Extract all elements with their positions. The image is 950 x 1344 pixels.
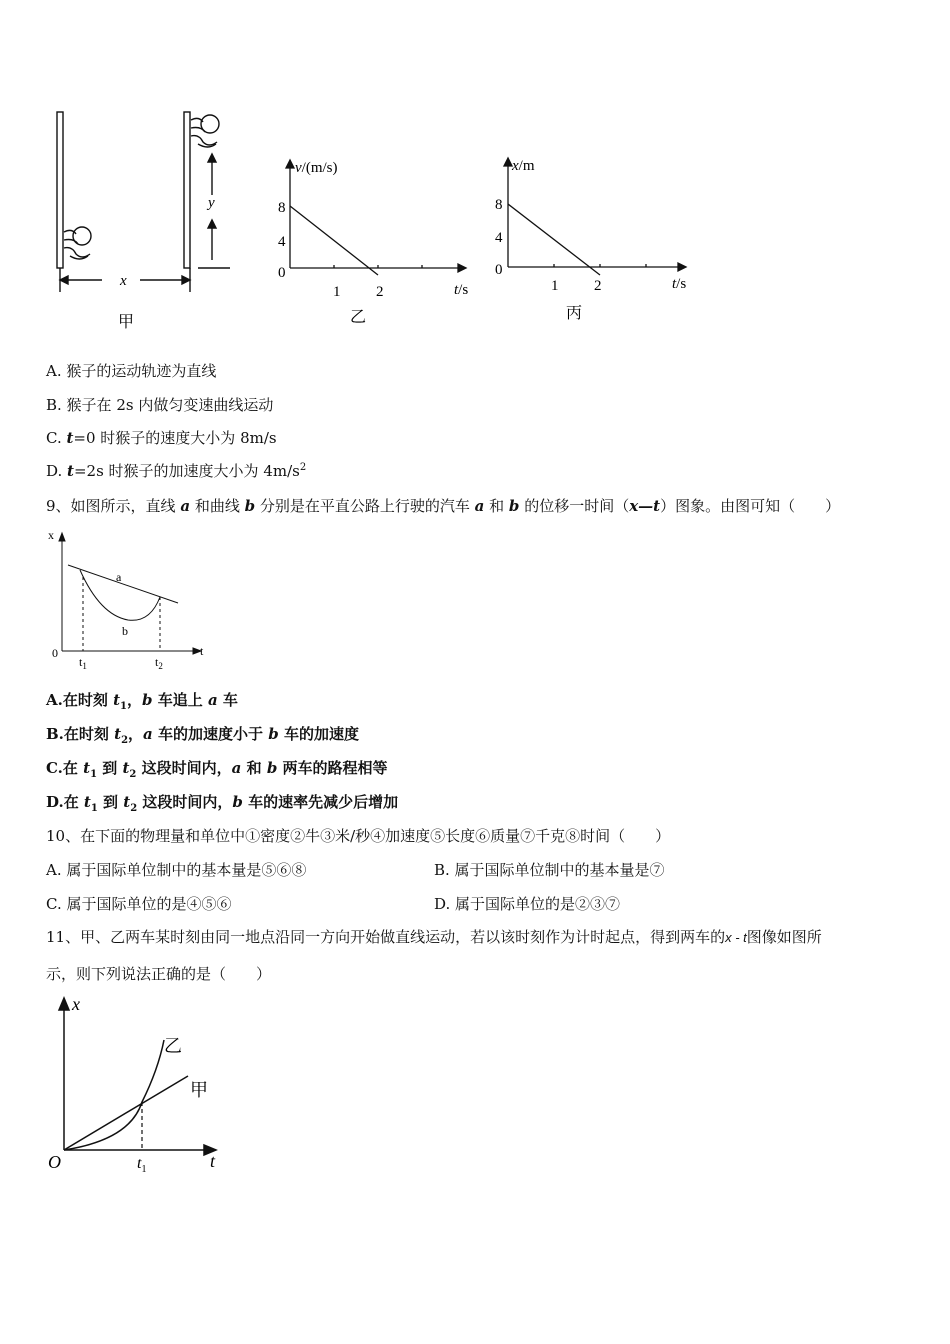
q9-b-4: a — [143, 725, 153, 743]
q9-c-0: C.在 — [46, 759, 84, 777]
q9-c-4: t — [122, 759, 130, 777]
fig-y-label: y — [208, 195, 215, 211]
q8-c-prefix: C. — [46, 429, 67, 447]
q9-c-7: a — [231, 759, 242, 777]
q9-origin: 0 — [52, 646, 58, 660]
q11-stem-2: 图像如图所 — [746, 928, 822, 946]
q9-d-4: t — [123, 793, 131, 811]
q9-option-d — [46, 791, 398, 814]
q8-c-text: =0 时猴子的速度大小为 8m/s — [73, 429, 277, 447]
q9-d-2: 1 — [90, 803, 98, 814]
bing-tick-1: 1 — [551, 278, 559, 294]
q9-a-6: a — [207, 691, 218, 709]
v-axis-label: v/(m/s) — [295, 160, 338, 176]
q11-t-label: t — [210, 1151, 216, 1171]
yi-tick-4: 4 — [278, 234, 286, 250]
q9-stem-b2: b — [508, 497, 520, 515]
q8-option-a: A. 猴子的运动轨迹为直线 — [46, 362, 217, 380]
q9-c-10: 两车的路程相等 — [277, 759, 388, 777]
q9-c-5: 2 — [129, 769, 137, 780]
jia-line — [64, 1076, 188, 1150]
q8-c-t: t — [66, 429, 74, 447]
q9-x-label: x — [48, 528, 54, 542]
q9-stem-1: 9、如图所示，直线 — [46, 497, 181, 515]
q9-b-label: b — [122, 624, 128, 638]
q9-t-label: t — [200, 644, 204, 658]
q9-b-7: 车的加速度 — [278, 725, 359, 743]
q9-a-2: 1 — [120, 701, 127, 712]
q10-stem: 10、在下面的物理量和单位中①密度②牛③米/秒④加速度⑤长度⑥质量⑦千克⑧时间（ ） — [46, 827, 671, 845]
fig-yi-caption: 乙 — [350, 309, 367, 326]
q9-d-3: 到 — [97, 793, 124, 811]
q8-figure — [40, 100, 720, 340]
q9-stem-4: 和 — [484, 497, 509, 515]
q11-yi-label: 乙 — [164, 1036, 182, 1056]
bing-tick-2: 2 — [594, 278, 602, 294]
q9-stem-b: b — [244, 497, 256, 515]
yi-tick-2: 2 — [376, 284, 384, 300]
fig-bing-caption: 丙 — [566, 305, 583, 322]
q9-a-0: A.在时刻 — [46, 691, 114, 709]
q9-d-1: t — [83, 793, 91, 811]
q8-d-sup: 2 — [299, 462, 307, 473]
q9-option-b — [46, 723, 359, 746]
fig-jia — [57, 112, 230, 292]
q9-stem — [46, 495, 840, 516]
q11-x-label: x — [72, 994, 80, 1014]
bing-tick-8: 8 — [495, 197, 503, 213]
q9-b-6: b — [268, 725, 279, 743]
q11-stem-xt: x - t — [725, 930, 747, 945]
q9-c-8: 和 — [241, 759, 267, 777]
q9-a-5: 车追上 — [152, 691, 208, 709]
q9-d-7: b — [232, 793, 243, 811]
q8-d-prefix: D. — [46, 462, 68, 480]
q9-figure — [40, 525, 220, 675]
q9-a-1: t — [113, 691, 121, 709]
bing-t-axis-label: t/s — [672, 276, 687, 292]
q11-stem-1: 11、甲、乙两车某时刻由同一地点沿同一方向开始做直线运动，若以该时刻作为计时起点，得到两车的 — [46, 928, 726, 946]
q9-stem-2: 和曲线 — [190, 497, 245, 515]
q9-a-7: 车 — [217, 691, 238, 709]
q9-t1-label: $t_1$ — [79, 655, 87, 671]
q9-a-3: ， — [127, 691, 143, 709]
q8-option-b: B. 猴子在 2s 内做匀变速曲线运动 — [46, 396, 274, 414]
q9-option-a — [46, 689, 238, 712]
q9-stem-a2: a — [474, 497, 485, 515]
q10-option-b: B. 属于国际单位制中的基本量是⑦ — [434, 861, 665, 879]
q9-c-9: b — [266, 759, 278, 777]
q8-d-text: =2s 时猴子的加速度大小为 4m/s — [73, 462, 300, 480]
yi-tick-1: 1 — [333, 284, 341, 300]
q9-c-2: 1 — [90, 769, 98, 780]
q9-t2-label: $t_2$ — [155, 655, 163, 671]
fig-x-label: x — [120, 273, 127, 289]
q9-d-8: 车的速率先减少后增加 — [242, 793, 399, 811]
q8-option-c — [46, 427, 277, 448]
q9-d-0: D.在 — [46, 793, 84, 811]
monkey-end-icon — [191, 115, 219, 147]
q10-option-c: C. 属于国际单位的是④⑤⑥ — [46, 895, 232, 913]
q9-b-2: 2 — [121, 735, 129, 746]
q9-b-0: B.在时刻 — [46, 725, 115, 743]
fig-bing-xt-graph — [504, 158, 686, 275]
q9-stem-3: 分别是在平直公路上行驶的汽车 — [255, 497, 475, 515]
q9-c-6: 这段时间内， — [136, 759, 232, 777]
q11-stem-line-1 — [46, 926, 822, 947]
line-a — [68, 565, 178, 603]
yi-tick-8: 8 — [278, 200, 286, 216]
q9-b-1: t — [114, 725, 122, 743]
q11-t1-label: $t_1$ — [137, 1155, 147, 1175]
q11-origin: O — [48, 1152, 61, 1172]
q10-option-d: D. 属于国际单位的是②③⑦ — [434, 895, 621, 913]
yi-t-axis-label: t/s — [454, 282, 469, 298]
yi-curve — [64, 1040, 164, 1150]
monkey-start-icon — [64, 227, 91, 259]
q9-stem-5: 的位移一时间（ — [519, 497, 630, 515]
q9-stem-6: ）图象。由图可知（ ） — [660, 497, 841, 515]
q9-option-c — [46, 757, 388, 780]
bing-tick-0: 0 — [495, 262, 503, 278]
q8-option-d — [46, 460, 306, 481]
q9-b-5: 车的加速度小于 — [152, 725, 269, 743]
q10-option-a: A. 属于国际单位制中的基本量是⑤⑥⑧ — [46, 861, 307, 879]
q9-d-6: 这段时间内， — [137, 793, 233, 811]
q9-a-4: b — [142, 691, 153, 709]
q11-jia-label: 甲 — [190, 1080, 208, 1100]
q8-d-t: t — [67, 462, 74, 480]
q9-d-5: 2 — [130, 803, 138, 814]
q11-figure — [40, 990, 240, 1180]
q11-stem-line-2: 示，则下列说法正确的是（ ） — [46, 965, 272, 983]
fig-jia-caption: 甲 — [118, 314, 135, 331]
bing-tick-4: 4 — [495, 230, 503, 246]
yi-tick-0: 0 — [278, 265, 286, 281]
q9-c-1: t — [83, 759, 91, 777]
q9-a-label: a — [116, 570, 122, 584]
q9-stem-a: a — [180, 497, 191, 515]
q9-b-3: ， — [128, 725, 144, 743]
fig-yi-vt-graph — [286, 160, 466, 275]
x-axis-m-label: x/m — [512, 158, 535, 174]
q9-stem-xt: x—t — [629, 497, 661, 515]
q9-c-3: 到 — [97, 759, 123, 777]
